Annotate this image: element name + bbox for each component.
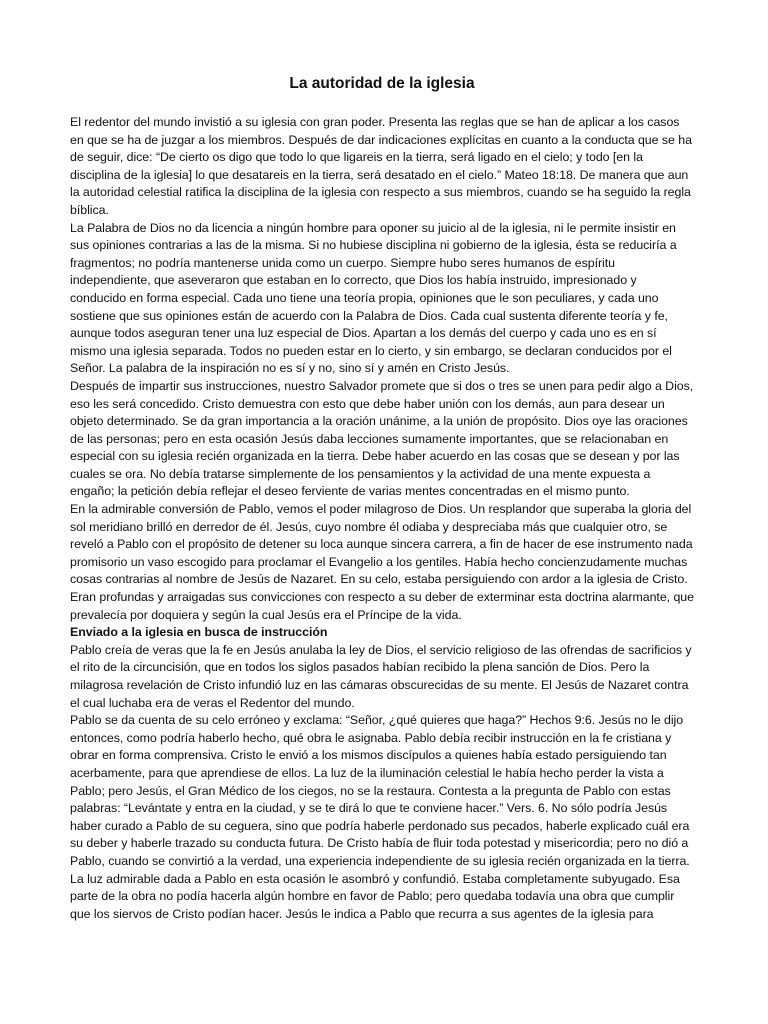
paragraph: Después de impartir sus instrucciones, nuestro Salvador promete que si dos o tres se unen para pedir algo a Dios, eso les será concedido. Cristo demuestra con esto que debe haber unión con los demás, aun para desear un objeto determinado. Se da gran importancia a la oración unánime, a la unión de propósito. Dios oye las oraciones de las personas; pero en esta ocasión Jesús daba lecciones sumamente importantes, que se relacionaban en especial con su iglesia recién organizada en la tierra. Debe haber acuerdo en las cosas que se desean y por las cuales se ora. No debía tratarse simplemente de los pensamientos y la actividad de una mente expuesta a engaño; la petición debía reflejar el deseo ferviente de varias mentes concentradas en el mismo punto.: [70, 378, 694, 499]
paragraph: Pablo se da cuenta de su celo erróneo y exclama: “Señor, ¿qué quieres que haga?” Hechos 9:6. Jesús no le dijo entonces, como podría haberlo hecho, qué obra le asignaba. Pablo debía recibir instrucción en la fe cristiana y obrar en forma comprensiva. Cristo le envió a los mismos discípulos a quienes había estado persiguiendo tan acerbamente, para que aprendiese de ellos. La luz de la iluminación celestial le había hecho perder la vista a Pablo; pero Jesús, el Gran Médico de los ciegos, no se la restaura. Contesta a la pregunta de Pablo con estas palabras: “Levántate y entra en la ciudad, y se te dirá lo que te conviene hacer.” Vers. 6. No sólo podría Jesús haber curado a Pablo de su ceguera, sino que podría haberle perdonado sus pecados, haberle explicado cuál era su deber y haberle trazado su conducta futura. De Cristo había de fluir toda potestad y misericordia; pero no dió a Pablo, cuando se convirtió a la verdad, una experiencia independiente de su iglesia recién organizada en la tierra.: [70, 713, 690, 868]
document-body: [70, 114, 694, 923]
paragraph: En la admirable conversión de Pablo, vemos el poder milagroso de Dios. Un resplandor que superaba la gloria del sol meridiano brilló en derredor de él. Jesús, cuyo nombre él odiaba y despreciaba más que cualquier otro, se reveló a Pablo con el propósito de detener su loca aunque sincera carrera, a fin de hacer de ese instrumento nada promisorio un vaso escogido para proclamar el Evangelio a los gentiles. Había hecho concienzudamente muchas cosas contrarias al nombre de Jesús de Nazaret. En su celo, estaba persiguiendo con ardor a la iglesia de Cristo. Eran profundas y arraigadas sus convicciones con respecto a su deber de exterminar esta doctrina alarmante, que prevalecía por doquiera y según la cual Jesús era el Príncipe de la vida.: [70, 502, 694, 622]
paragraph: El redentor del mundo invistió a su iglesia con gran poder. Presenta las reglas que se han de aplicar a los casos en que se ha de juzgar a los miembros. Después de dar indicaciones explícitas en cuanto a la conducta que se ha de seguir, dice: “De cierto os digo que todo lo que ligareis en la tierra, será ligado en el cielo; y todo [en la disciplina de la iglesia] lo que desatareis en la tierra, será desatado en el cielo.” Mateo 18:18. De manera que aun la autoridad celestial ratifica la disciplina de la iglesia con respecto a sus miembros, cuando se ha seguido la regla bíblica.: [70, 115, 692, 217]
page-title: La autoridad de la iglesia: [289, 75, 475, 92]
paragraph: Pablo creía de veras que la fe en Jesús anulaba la ley de Dios, el servicio religioso de las ofrendas de sacrificios y el rito de la circuncisión, que en todos los siglos pasados habían recibido la plena sanción de Dios. Pero la milagrosa revelación de Cristo infundió luz en las cámaras obscurecidas de su mente. El Jesús de Nazaret contra el cual luchaba era de veras el Redentor del mundo.: [70, 642, 692, 710]
paragraph: La Palabra de Dios no da licencia a ningún hombre para oponer su juicio al de la iglesia, ni le permite insistir en sus opiniones contrarias a las de la misma. Si no hubiese disciplina ni gobierno de la iglesia, ésta se reduciría a fragmentos; no podría mantenerse unida como un cuerpo. Siempre hubo seres humanos de espíritu independiente, que aseveraron que estaban en lo correcto, que Dios los había instruido, impresionado y conducido en forma especial. Cada uno tiene una teoría propia, opiniones que le son peculiares, y cada uno sostiene que sus opiniones están de acuerdo con la Palabra de Dios. Cada cual sustenta diferente teoría y fe, aunque todos aseguran tener una luz especial de Dios. Apartan a los demás del cuerpo y cada uno es en sí mismo una iglesia separada. Todos no pueden estar en lo cierto, y sin embargo, se declaran conducidos por el Señor. La palabra de la inspiración no es sí y no, sino sí y amén en Cristo Jesús.: [70, 220, 677, 376]
paragraph: La luz admirable dada a Pablo en esta ocasión le asombró y confundió. Estaba completamente subyugado. Esa parte de la obra no podía hacerla algún hombre en favor de Pablo; pero quedaba todavía una obra que cumplir que los siervos de Cristo podían hacer. Jesús le indica a Pablo que recurra a sus agentes de la iglesia para: [70, 871, 680, 921]
section-heading: Enviado a la iglesia en busca de instrucción: [70, 625, 328, 640]
